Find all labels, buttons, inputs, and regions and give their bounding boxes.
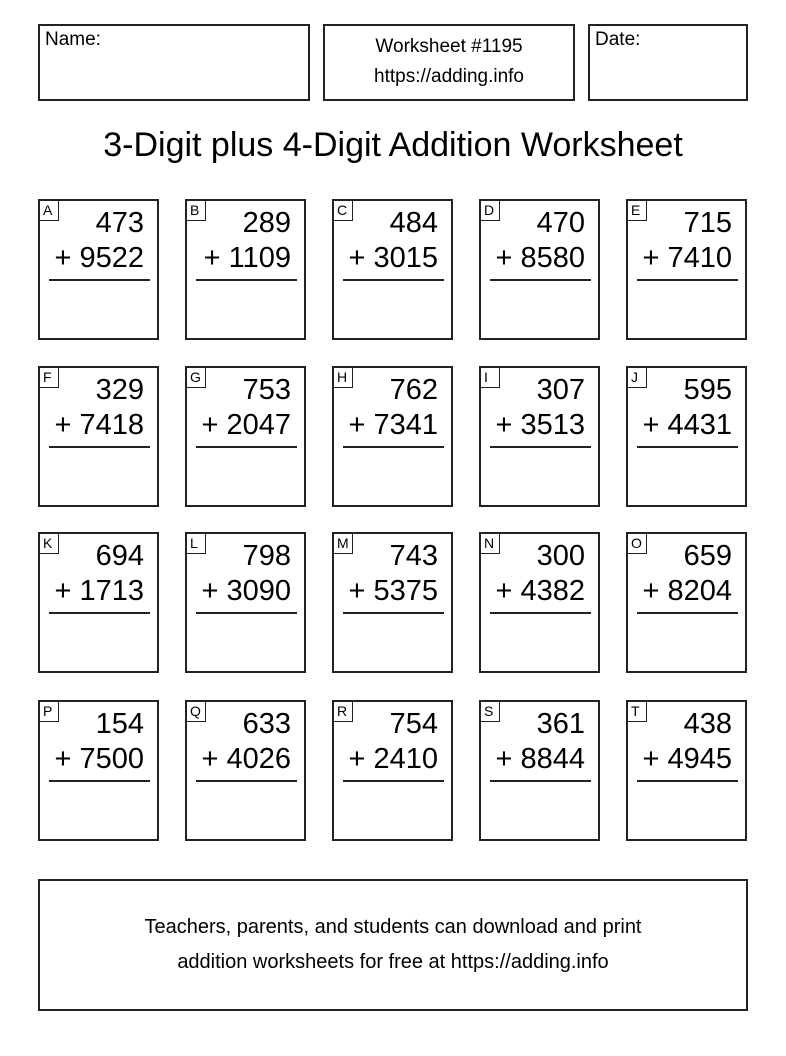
problem-label: K	[39, 533, 59, 554]
problem-bottom-number: + 2047	[201, 409, 291, 441]
problem-top-number: 329	[95, 374, 144, 406]
problem-bottom-number: + 3015	[348, 242, 438, 274]
date-field[interactable]	[588, 24, 748, 101]
answer-line[interactable]	[49, 279, 150, 281]
problem-label: G	[186, 367, 206, 388]
problem-card	[626, 199, 747, 340]
problem-top-number: 289	[242, 207, 291, 239]
answer-line[interactable]	[343, 612, 444, 614]
problem-label: S	[480, 701, 500, 722]
problem-bottom-number: + 2410	[348, 743, 438, 775]
problem-bottom-number: + 4382	[495, 575, 585, 607]
problem-card	[332, 366, 453, 507]
problem-card	[38, 532, 159, 673]
problem-bottom-number: + 4431	[642, 409, 732, 441]
problem-label: F	[39, 367, 59, 388]
answer-line[interactable]	[49, 612, 150, 614]
problem-label: R	[333, 701, 353, 722]
name-field[interactable]	[38, 24, 310, 101]
problem-bottom-number: + 8580	[495, 242, 585, 274]
problem-card	[479, 199, 600, 340]
answer-line[interactable]	[196, 279, 297, 281]
problem-top-number: 595	[683, 374, 732, 406]
problem-label: M	[333, 533, 353, 554]
page-title: 3-Digit plus 4-Digit Addition Worksheet	[103, 126, 683, 164]
answer-line[interactable]	[49, 446, 150, 448]
problem-bottom-number: + 4945	[642, 743, 732, 775]
problem-label: H	[333, 367, 353, 388]
answer-line[interactable]	[490, 780, 591, 782]
answer-line[interactable]	[49, 780, 150, 782]
answer-line[interactable]	[490, 612, 591, 614]
footer-line-1: Teachers, parents, and students can download and print	[144, 916, 642, 938]
footer-line-2: addition worksheets for free at https://adding.info	[177, 951, 609, 973]
worksheet-number: Worksheet #1195	[375, 36, 523, 57]
problem-bottom-number: + 7418	[54, 409, 144, 441]
problem-card	[185, 532, 306, 673]
problem-top-number: 154	[95, 708, 144, 740]
problem-bottom-number: + 5375	[348, 575, 438, 607]
problem-bottom-number: + 3090	[201, 575, 291, 607]
problem-top-number: 307	[536, 374, 585, 406]
problem-card	[38, 199, 159, 340]
problem-top-number: 473	[95, 207, 144, 239]
answer-line[interactable]	[196, 446, 297, 448]
problem-bottom-number: + 8204	[642, 575, 732, 607]
problem-bottom-number: + 7410	[642, 242, 732, 274]
problem-label: P	[39, 701, 59, 722]
problem-card	[626, 366, 747, 507]
problem-bottom-number: + 7500	[54, 743, 144, 775]
problem-top-number: 438	[683, 708, 732, 740]
answer-line[interactable]	[637, 612, 738, 614]
date-label: Date:	[595, 29, 641, 50]
problem-card	[185, 700, 306, 841]
problem-top-number: 715	[683, 207, 732, 239]
answer-line[interactable]	[343, 780, 444, 782]
problem-top-number: 753	[242, 374, 291, 406]
problem-label: I	[480, 367, 500, 388]
problem-bottom-number: + 9522	[54, 242, 144, 274]
answer-line[interactable]	[637, 780, 738, 782]
footer-note	[38, 879, 748, 1011]
problem-label: O	[627, 533, 647, 554]
problem-label: B	[186, 200, 206, 221]
answer-line[interactable]	[490, 279, 591, 281]
name-label: Name:	[45, 29, 101, 50]
problem-top-number: 762	[389, 374, 438, 406]
problem-label: L	[186, 533, 206, 554]
problem-card	[38, 700, 159, 841]
problem-card	[479, 532, 600, 673]
answer-line[interactable]	[196, 780, 297, 782]
problem-label: Q	[186, 701, 206, 722]
problem-top-number: 798	[242, 540, 291, 572]
problem-label: N	[480, 533, 500, 554]
problem-bottom-number: + 3513	[495, 409, 585, 441]
problem-top-number: 470	[536, 207, 585, 239]
answer-line[interactable]	[343, 446, 444, 448]
problem-label: E	[627, 200, 647, 221]
problem-bottom-number: + 1713	[54, 575, 144, 607]
problem-bottom-number: + 7341	[348, 409, 438, 441]
problem-top-number: 754	[389, 708, 438, 740]
problem-label: D	[480, 200, 500, 221]
problem-card	[332, 700, 453, 841]
problem-card	[185, 199, 306, 340]
problem-label: C	[333, 200, 353, 221]
problem-top-number: 743	[389, 540, 438, 572]
problem-top-number: 361	[536, 708, 585, 740]
problem-bottom-number: + 8844	[495, 743, 585, 775]
problem-top-number: 659	[683, 540, 732, 572]
problem-card	[185, 366, 306, 507]
answer-line[interactable]	[637, 446, 738, 448]
problem-bottom-number: + 4026	[201, 743, 291, 775]
worksheet-url[interactable]: https://adding.info	[374, 66, 524, 87]
problem-card	[38, 366, 159, 507]
problem-top-number: 484	[389, 207, 438, 239]
answer-line[interactable]	[490, 446, 591, 448]
worksheet-info	[323, 24, 575, 101]
problem-card	[626, 700, 747, 841]
problem-card	[479, 700, 600, 841]
problem-label: A	[39, 200, 59, 221]
problem-label: T	[627, 701, 647, 722]
answer-line[interactable]	[637, 279, 738, 281]
problem-label: J	[627, 367, 647, 388]
answer-line[interactable]	[196, 612, 297, 614]
problem-card	[332, 199, 453, 340]
problem-bottom-number: + 1109	[203, 242, 291, 274]
problem-top-number: 694	[95, 540, 144, 572]
problem-card	[626, 532, 747, 673]
problem-top-number: 300	[536, 540, 585, 572]
problem-card	[332, 532, 453, 673]
problem-card	[479, 366, 600, 507]
problem-top-number: 633	[242, 708, 291, 740]
answer-line[interactable]	[343, 279, 444, 281]
